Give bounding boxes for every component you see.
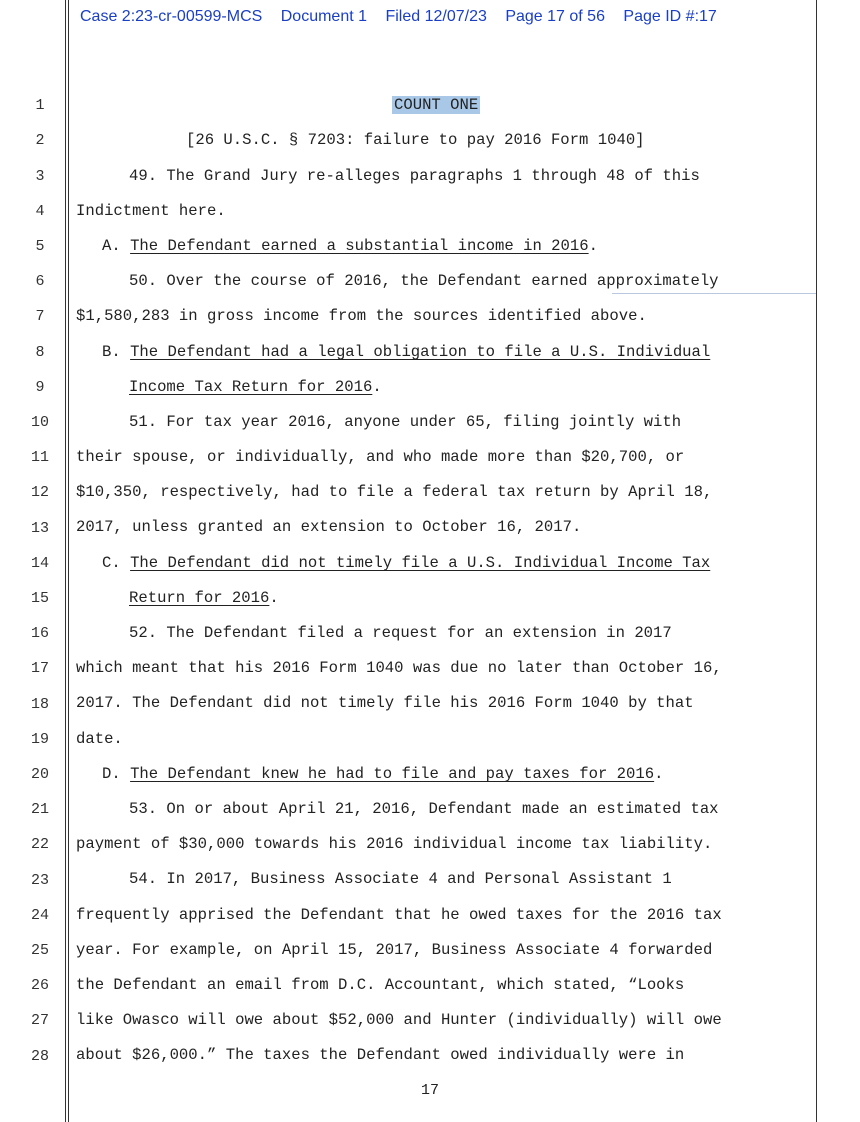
margin-mark [612, 293, 816, 294]
line-number: 12 [30, 484, 49, 501]
paragraph-51-line: $10,350, respectively, had to file a federal tax return by April 18, [76, 483, 713, 501]
line-number: 14 [30, 555, 49, 572]
paragraph-53-line: payment of $30,000 towards his 2016 individual income tax liability. [76, 835, 713, 853]
section-heading-b-cont: Income Tax Return for 2016. [129, 378, 382, 396]
paragraph-54-line: year. For example, on April 15, 2017, Business Associate 4 forwarded [76, 941, 713, 959]
paragraph-52-line: date. [76, 730, 123, 748]
line-number: 15 [30, 590, 49, 607]
line-number: 5 [35, 238, 45, 255]
line-number: 21 [30, 801, 49, 818]
section-heading-text: The Defendant had a legal obligation to file a U.S. Individual [130, 343, 711, 361]
line-number: 9 [35, 379, 45, 396]
line-number: 2 [35, 132, 45, 149]
line-number: 19 [30, 731, 49, 748]
line-number: 23 [30, 872, 49, 889]
paragraph-52-line: 2017. The Defendant did not timely file his 2016 Form 1040 by that [76, 694, 694, 712]
section-heading-a: A. The Defendant earned a substantial income in 2016. [102, 237, 598, 255]
document-number: Document 1 [280, 8, 368, 25]
paragraph-54-line: 54. In 2017, Business Associate 4 and Personal Assistant 1 [129, 870, 672, 888]
line-number: 4 [35, 203, 45, 220]
line-number: 22 [30, 836, 49, 853]
paragraph-52-line: 52. The Defendant filed a request for an extension in 2017 [129, 624, 672, 642]
page-count: Page 17 of 56 [505, 8, 605, 25]
section-heading-b [102, 343, 710, 361]
paragraph-54-line: frequently apprised the Defendant that he owed taxes for the 2016 tax [76, 906, 722, 924]
line-number: 24 [30, 907, 49, 924]
line-number: 6 [35, 273, 45, 290]
paragraph-52-line: which meant that his 2016 Form 1040 was due no later than October 16, [76, 659, 722, 677]
line-number: 3 [35, 168, 45, 185]
paragraph-51-line: 51. For tax year 2016, anyone under 65, filing jointly with [129, 413, 682, 431]
paragraph-50-line: $1,580,283 in gross income from the sources identified above. [76, 307, 647, 325]
paragraph-50-line: 50. Over the course of 2016, the Defendant earned approximately [129, 272, 719, 290]
paragraph-49-line: Indictment here. [76, 202, 226, 220]
count-title: COUNT ONE [394, 96, 479, 114]
section-heading-c-cont: Return for 2016. [129, 589, 279, 607]
line-number: 11 [30, 449, 49, 466]
line-number: 18 [30, 696, 49, 713]
paragraph-51-line: their spouse, or individually, and who made more than $20,700, or [76, 448, 685, 466]
line-number: 16 [30, 625, 49, 642]
section-heading-text: The Defendant did not timely file a U.S. Individual Income Tax [130, 554, 711, 572]
case-header [80, 8, 731, 26]
statute-citation: [26 U.S.C. § 7203: failure to pay 2016 Form 1040] [186, 131, 645, 149]
line-number: 28 [30, 1048, 49, 1065]
page-number: 17 [420, 1082, 439, 1099]
line-number: 25 [30, 942, 49, 959]
paragraph-51-line: 2017, unless granted an extension to October 16, 2017. [76, 518, 582, 536]
line-number: 7 [35, 308, 45, 325]
left-margin-rule-inner [68, 0, 69, 1122]
paragraph-54-line: the Defendant an email from D.C. Accountant, which stated, “Looks [76, 976, 685, 994]
section-heading-text: The Defendant earned a substantial income in 2016 [130, 237, 589, 255]
section-label: B. [102, 343, 121, 361]
paragraph-53-line: 53. On or about April 21, 2016, Defendant made an estimated tax [129, 800, 719, 818]
line-number: 8 [35, 344, 45, 361]
line-number: 1 [35, 97, 45, 114]
case-number: Case 2:23-cr-00599-MCS [80, 8, 263, 25]
right-margin-rule [816, 0, 817, 1122]
paragraph-54-line: about $26,000.” The taxes the Defendant owed individually were in [76, 1046, 685, 1064]
section-heading-text: The Defendant knew he had to file and pay taxes for 2016 [130, 765, 655, 783]
line-number: 27 [30, 1012, 49, 1029]
section-label: A. [102, 237, 121, 255]
line-number: 17 [30, 660, 49, 677]
left-margin-rule-outer [65, 0, 66, 1122]
section-heading-d: D. The Defendant knew he had to file and pay taxes for 2016. [102, 765, 664, 783]
section-label: D. [102, 765, 121, 783]
filed-date: Filed 12/07/23 [385, 8, 487, 25]
section-heading-c [102, 554, 710, 572]
line-number: 20 [30, 766, 49, 783]
paragraph-54-line: like Owasco will owe about $52,000 and Hunter (individually) will owe [76, 1011, 722, 1029]
paragraph-49-line: 49. The Grand Jury re-alleges paragraphs 1 through 48 of this [129, 167, 700, 185]
page-id: Page ID #:17 [623, 8, 717, 25]
line-number: 26 [30, 977, 49, 994]
line-number: 10 [30, 414, 49, 431]
line-number: 13 [30, 520, 49, 537]
section-label: C. [102, 554, 121, 572]
